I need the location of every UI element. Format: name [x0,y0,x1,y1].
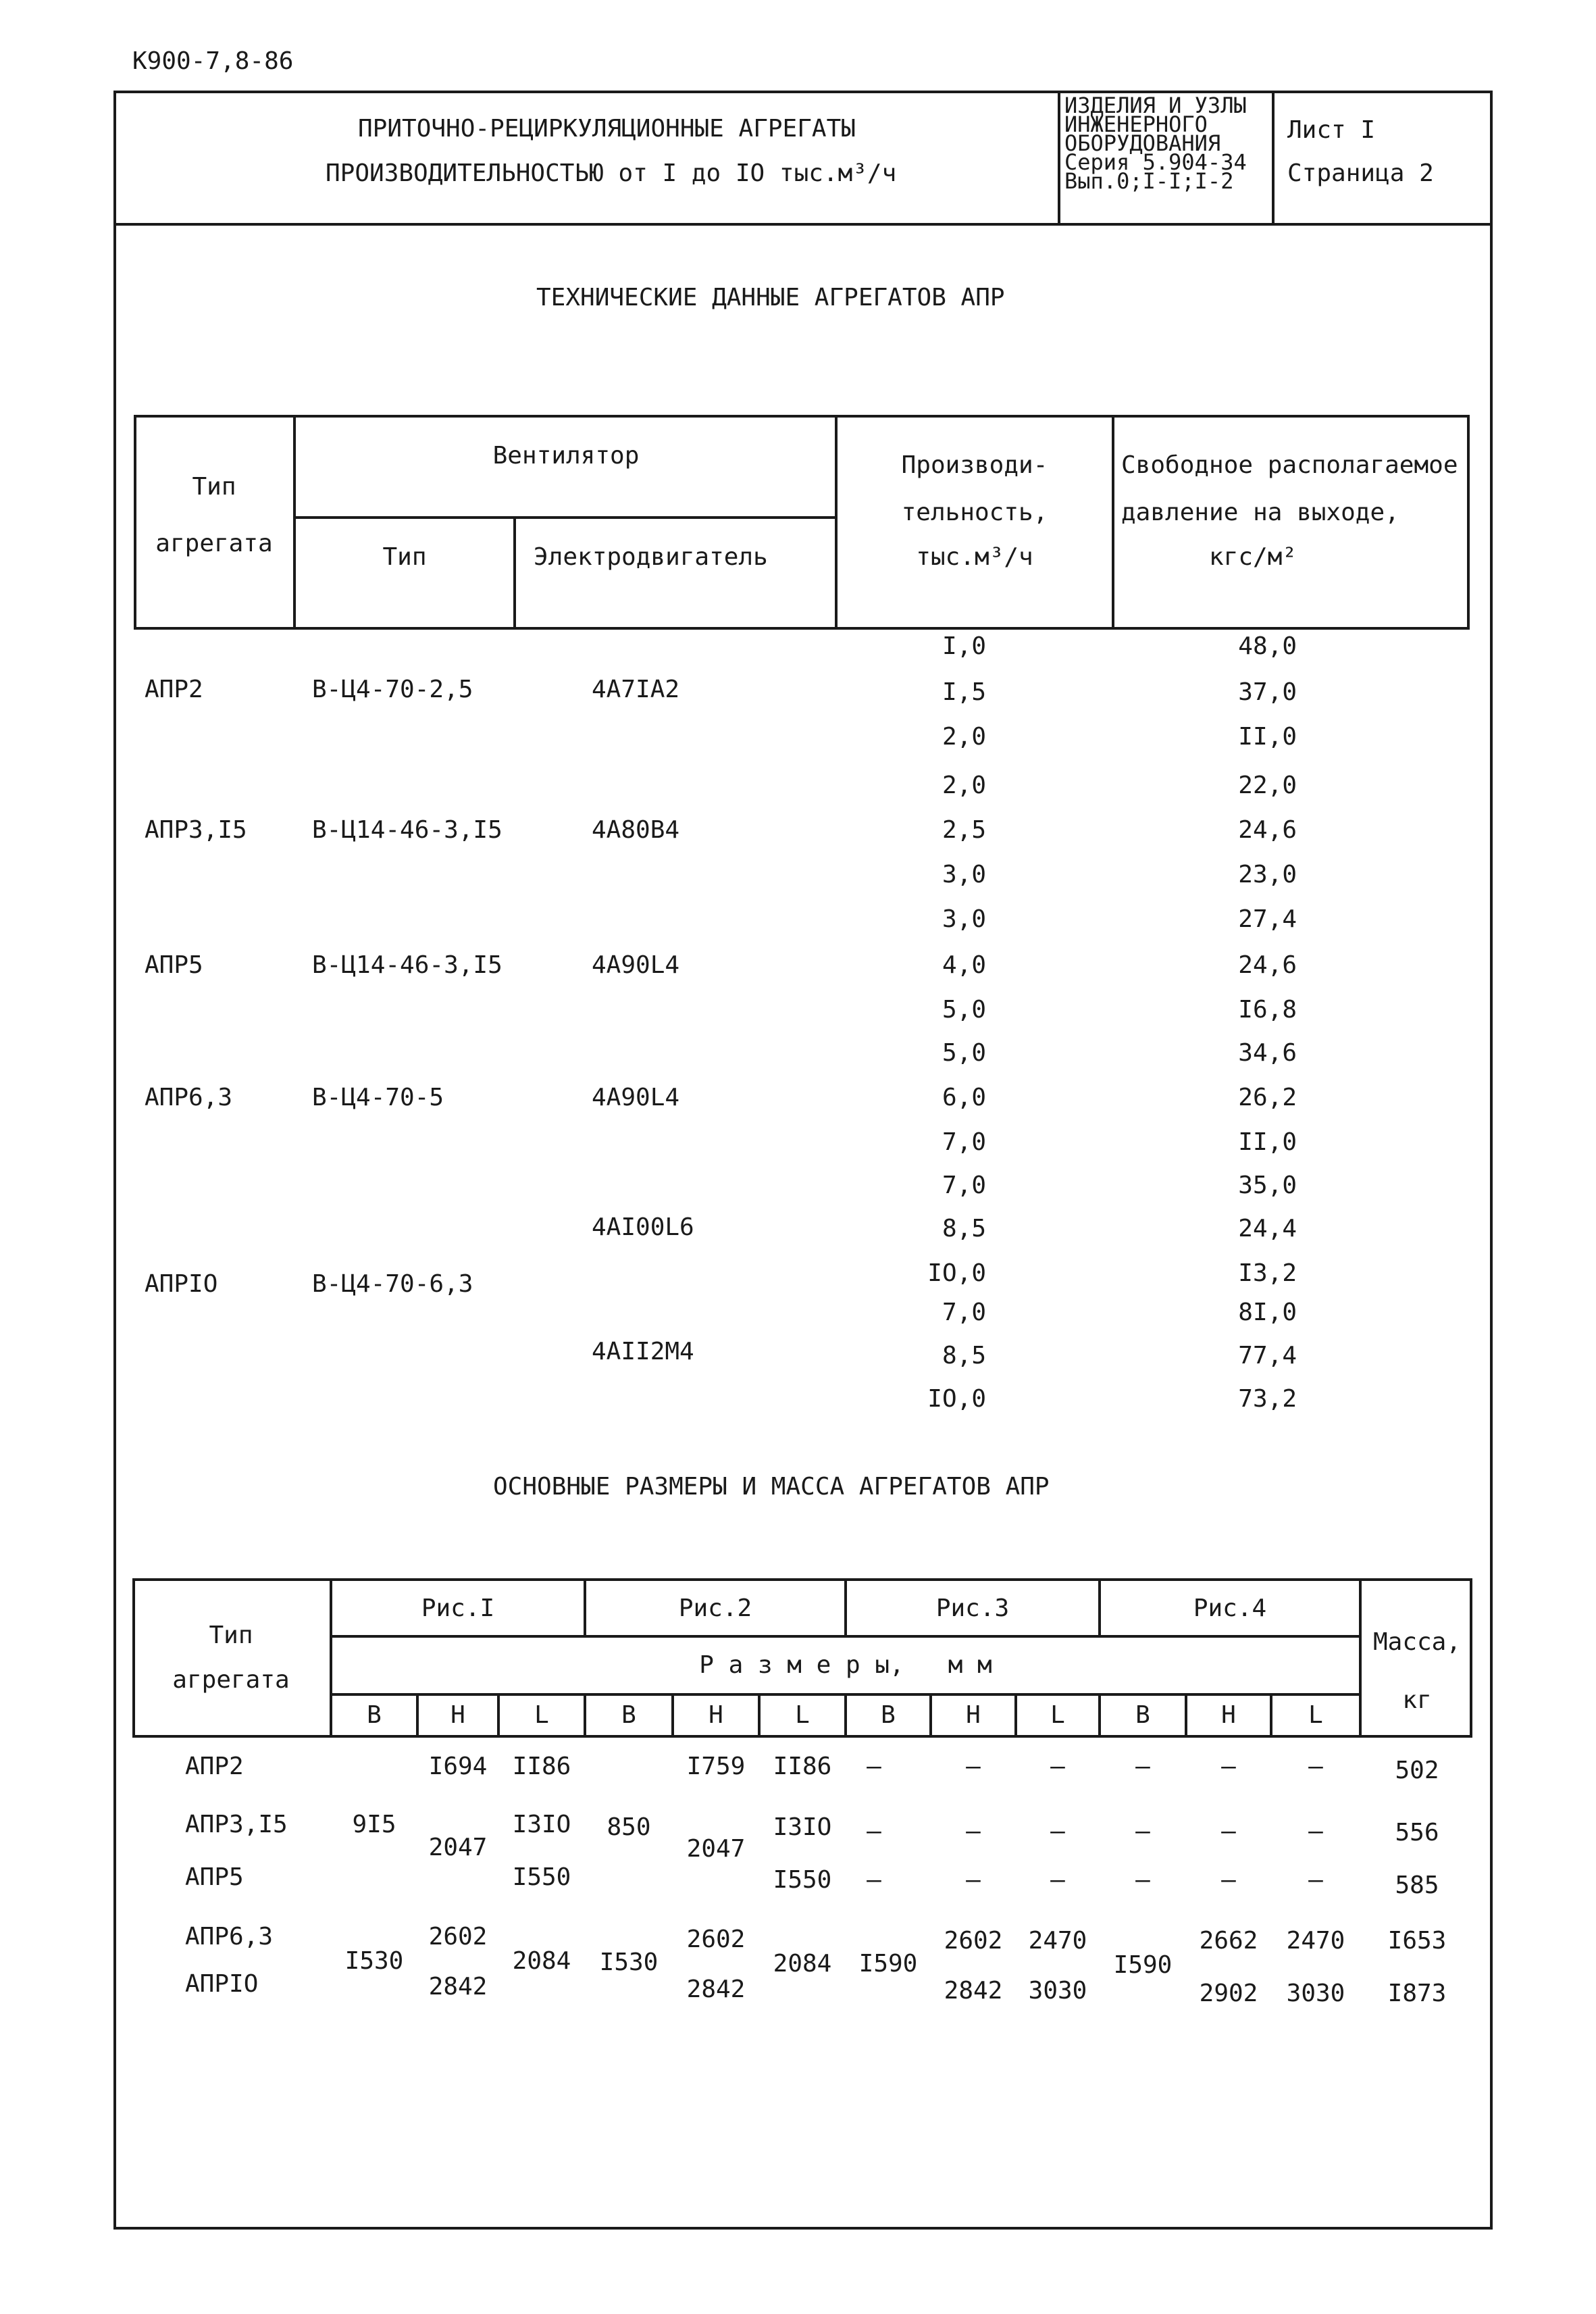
dims-cell: 2842 [686,1976,746,2003]
dims-cell: 2470 [1286,1927,1345,1955]
dims-dash: – [1221,1866,1236,1894]
dims-cell-shared: 9I5 [352,1811,396,1838]
dims-h-fig3: Рис.3 [935,1594,1010,1622]
dims-cell: 2662 [1199,1927,1258,1955]
dims-dash: – [1050,1753,1065,1780]
tech-h-capacity-1: Производи- [901,451,1048,479]
tech-row-p: II,0 [1238,723,1297,751]
tech-h-fan: Вентилятор [492,442,640,470]
tech-unit-fan: В-Ц14-46-3,I5 [312,816,503,844]
dims-h-h: Н [1221,1701,1236,1729]
tech-row-p: 23,0 [1238,861,1297,888]
tech-row-p: 26,2 [1238,1084,1297,1111]
dims-row-name: АПР3,I5 [185,1811,288,1838]
dims-cell: II86 [512,1753,571,1780]
page-number: Страница 2 [1287,159,1434,187]
dims-mass: 585 [1395,1871,1439,1899]
dims-dash: – [1308,1817,1323,1845]
tech-row-p: 27,4 [1238,905,1297,933]
dims-h-sizes: Р а з м е р ы, м м [699,1651,992,1679]
header-vline-1 [1058,91,1060,224]
header-title-line2: ПРОИЗВОДИТЕЛЬНОСТЬЮ от I до IO тыс.м³/ч [326,159,897,187]
tech-unit-motor: 4А90L4 [592,1084,680,1111]
tech-unit-motor: 4АI00L6 [592,1213,694,1241]
tech-row-q: 8,5 [942,1342,986,1369]
dims-h-b: В [1135,1701,1150,1729]
tech-h-pressure-3: кгс/м² [1209,543,1297,571]
tech-unit-name: АПР5 [145,951,203,979]
dims-h-mass-1: Масса, [1372,1628,1462,1656]
dims-h-l: L [1308,1701,1323,1729]
dims-cell-shared: 850 [607,1813,651,1841]
dims-h-l: L [795,1701,810,1729]
dims-dash: – [867,1817,881,1845]
tech-h-capacity-3: тыс.м³/ч [916,543,1033,571]
tech-row-q: I,5 [942,678,986,706]
tech-row-q: 3,0 [942,905,986,933]
dims-cell-shared: 2084 [512,1947,571,1975]
tech-unit-fan: В-Ц4-70-5 [312,1084,444,1111]
tech-row-q: 7,0 [942,1299,986,1326]
dims-cell-shared: I530 [344,1947,404,1975]
dims-mass: 556 [1395,1819,1439,1846]
tech-row-p: 34,6 [1238,1039,1297,1067]
dims-row-name: АПР5 [185,1863,244,1891]
dims-mass: 502 [1395,1757,1439,1784]
tech-unit-fan: В-Ц4-70-2,5 [312,676,473,703]
page-frame [113,91,1493,2230]
dims-dash: – [1221,1753,1236,1780]
dims-cell-shared: 2084 [773,1950,832,1978]
dims-cell-shared: I590 [858,1950,918,1978]
dims-dash: – [1135,1817,1150,1845]
tech-row-p: 24,6 [1238,951,1297,979]
tech-unit-motor: 4АII2М4 [592,1338,694,1365]
dims-h-fig1: Рис.I [421,1594,495,1622]
tech-unit-motor: 4А90L4 [592,951,680,979]
tech-row-p: II,0 [1238,1128,1297,1156]
dims-h-fig4: Рис.4 [1193,1594,1267,1622]
tech-unit-name: АПР3,I5 [145,816,247,844]
dims-cell: I3IO [512,1811,571,1838]
tech-h-pressure-1: Свободное располагаемое [1121,451,1458,479]
tech-unit-motor: 4А7IА2 [592,676,680,703]
series-block [1064,93,1247,194]
dims-dash: – [1135,1866,1150,1894]
dims-cell: 2842 [428,1973,488,2001]
dims-row-name: АПР6,3 [185,1923,274,1951]
tech-unit-motor: 4А80В4 [592,816,680,844]
tech-row-q: 4,0 [942,951,986,979]
dims-row-name: АПР2 [185,1753,244,1780]
tech-row-p: 8I,0 [1238,1299,1297,1326]
tech-h-unit-type-1: Тип [192,473,236,501]
tech-unit-fan: В-Ц4-70-6,3 [312,1270,473,1298]
dims-dash: – [1308,1866,1323,1894]
dims-h-mass-2: кг [1402,1686,1432,1714]
tech-row-q: 2,0 [942,723,986,751]
dims-dash: – [1050,1866,1065,1894]
tech-row-q: 6,0 [942,1084,986,1111]
series-line5: Вып.0;I-I;I-2 [1064,168,1234,194]
dims-h-b: В [367,1701,382,1729]
tech-row-q: 5,0 [942,1039,986,1067]
dims-dash: – [867,1866,881,1894]
dims-h-h: Н [966,1701,981,1729]
sheet-number: Лист I [1287,116,1376,144]
dims-cell: 3030 [1028,1977,1087,2005]
tech-vline-2 [513,518,516,630]
tech-h-motor: Электродвигатель [534,543,768,571]
dims-dash: – [867,1753,881,1780]
tech-h-pressure-2: давление на выходе, [1121,499,1399,526]
tech-row-p: 77,4 [1238,1342,1297,1369]
tech-unit-name: АПРIO [145,1270,218,1298]
dims-cell: I3IO [773,1813,832,1841]
dims-dash: – [1221,1817,1236,1845]
dims-mass: I653 [1387,1927,1447,1955]
dims-cell: 2470 [1028,1927,1087,1955]
dims-h-fig2: Рис.2 [678,1594,752,1622]
tech-row-q: 7,0 [942,1128,986,1156]
tech-row-q: 3,0 [942,861,986,888]
dims-h-b: В [621,1701,636,1729]
dims-cell: 2842 [944,1977,1003,2005]
tech-row-q: IO,0 [927,1259,986,1287]
dims-h-unit-type-1: Тип [209,1621,253,1649]
dims-h-h: Н [451,1701,465,1729]
tech-row-q: IO,0 [927,1385,986,1413]
dims-cell: I550 [773,1866,832,1894]
series-line3: ОБОРУДОВАНИЯ [1064,130,1221,156]
dims-cell: 3030 [1286,1980,1345,2007]
dims-dash: – [966,1817,981,1845]
dims-cell: 2602 [686,1926,746,1953]
header-title-line1: ПРИТОЧНО-РЕЦИРКУЛЯЦИОННЫЕ АГРЕГАТЫ [358,115,856,143]
dims-dash: – [966,1753,981,1780]
tech-row-p: 22,0 [1238,772,1297,799]
dims-h-h: Н [709,1701,723,1729]
dims-cell: 2602 [428,1923,488,1951]
dims-cell: 2902 [1199,1980,1258,2007]
tech-section-title: ТЕХНИЧЕСКИЕ ДАННЫЕ АГРЕГАТОВ АПР [536,284,1005,311]
dims-cell: I694 [428,1753,488,1780]
series-line2: ИНЖЕНЕРНОГО [1064,111,1208,137]
tech-row-p: 48,0 [1238,632,1297,660]
dims-mass: I873 [1387,1980,1447,2007]
dims-h-l: L [1050,1701,1065,1729]
tech-row-p: I3,2 [1238,1259,1297,1287]
dims-cell-shared: 2047 [686,1835,746,1863]
tech-row-p: 37,0 [1238,678,1297,706]
dims-dash: – [966,1866,981,1894]
tech-row-q: 7,0 [942,1172,986,1199]
tech-hline-fan [293,516,836,519]
tech-unit-fan: В-Ц14-46-3,I5 [312,951,503,979]
tech-row-p: 73,2 [1238,1385,1297,1413]
tech-row-p: 24,6 [1238,816,1297,844]
tech-row-q: I,0 [942,632,986,660]
dims-cell-shared: I590 [1113,1951,1173,1979]
tech-row-q: 2,0 [942,772,986,799]
tech-row-p: 24,4 [1238,1215,1297,1242]
tech-row-p: 35,0 [1238,1172,1297,1199]
dims-dash: – [1050,1817,1065,1845]
header-divider [113,223,1493,226]
tech-row-q: 2,5 [942,816,986,844]
dims-cell: 2602 [944,1927,1003,1955]
series-line1: ИЗДЕЛИЯ И УЗЛЫ [1064,93,1247,118]
dims-cell-shared: 2047 [428,1834,488,1861]
tech-row-q: 8,5 [942,1215,986,1242]
series-line4: Серия 5.904-34 [1064,149,1247,175]
dims-section-title: ОСНОВНЫЕ РАЗМЕРЫ И МАССА АГРЕГАТОВ АПР [493,1473,1050,1501]
dims-dash: – [1308,1753,1323,1780]
dims-h-l: L [534,1701,549,1729]
dims-cell: I550 [512,1863,571,1891]
dims-h-b: В [881,1701,896,1729]
dims-cell-shared: I530 [599,1948,659,1976]
dims-cell: II86 [773,1753,832,1780]
dims-h-unit-type-2: агрегата [172,1666,290,1694]
doc-code: К900-7,8-86 [132,47,294,75]
tech-row-p: I6,8 [1238,996,1297,1024]
tech-h-capacity-2: тельность, [901,499,1048,526]
header-vline-2 [1272,91,1275,224]
tech-h-fan-type: Тип [382,543,427,571]
dims-row-name: АПРIO [185,1970,259,1998]
tech-row-q: 5,0 [942,996,986,1024]
tech-h-unit-type-2: агрегата [155,530,273,557]
dims-dash: – [1135,1753,1150,1780]
tech-unit-name: АПР2 [145,676,203,703]
tech-vline-4 [1112,415,1114,630]
tech-unit-name: АПР6,3 [145,1084,233,1111]
dims-cell: I759 [686,1753,746,1780]
